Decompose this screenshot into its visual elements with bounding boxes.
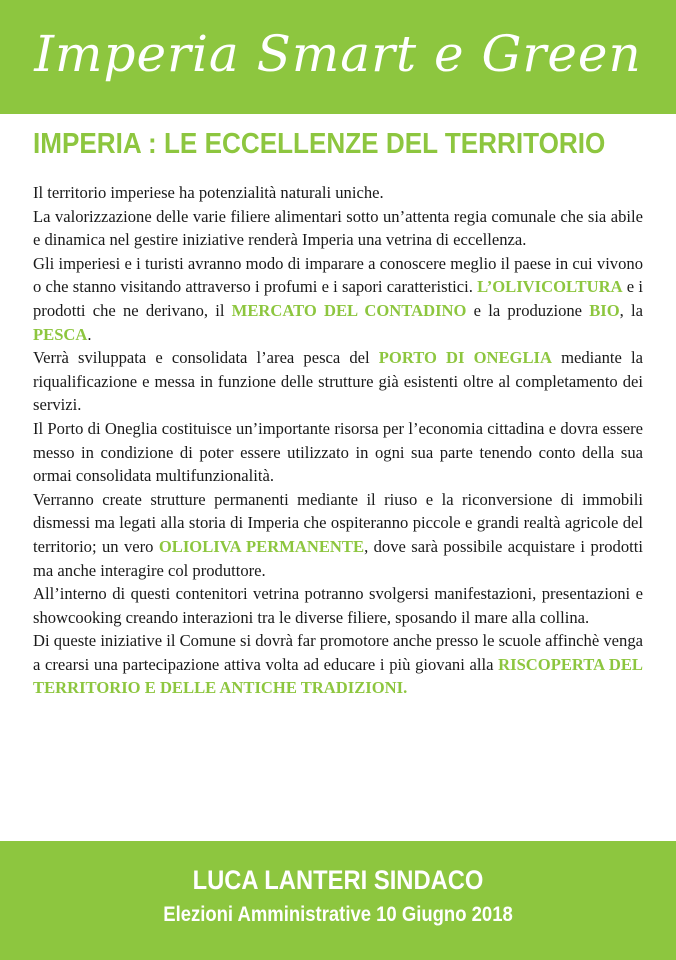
paragraph — [33, 205, 643, 252]
paragraph-text: mediante la riqualificazione e messa in funzione delle strutture già esistenti oltre al completamento dei servizi. — [33, 348, 643, 415]
highlight-pesca: PESCA — [33, 324, 88, 344]
highlight-bio: BIO — [589, 300, 620, 320]
election-date: Elezioni Amministrative 10 Giugno 2018 — [163, 903, 513, 926]
paragraph — [33, 629, 643, 700]
paragraph-text: Gli imperiesi e i turisti avranno modo di imparare a conoscere meglio il paese in cui vivono o che stanno visitando attraverso i profumi e i sapori caratteristici. — [33, 253, 643, 297]
highlight-riscoperta-territorio: RISCOPERTA DEL TERRITORIO E DELLE ANTICHE TRADIZIONI. — [33, 654, 643, 698]
paragraph-text: Il territorio imperiese ha potenzialità naturali uniche. — [33, 183, 384, 202]
header-banner — [0, 0, 676, 114]
paragraph — [33, 582, 643, 629]
campaign-title: Imperia Smart e Green — [34, 25, 642, 83]
paragraph-text: e la produzione — [466, 300, 590, 320]
paragraph-text: . — [87, 324, 92, 344]
candidate-name: LUCA LANTERI SINDACO — [192, 865, 484, 895]
paragraph-text: Il Porto di Oneglia costituisce un’importante risorsa per l’economia cittadina e dovra essere messo in condizione di poter essere utilizzato in ogni sua parte tenendo conto della sua ormai consolidata multifunzionalità. — [33, 418, 643, 486]
paragraph-text: e i prodotti che ne derivano, il — [33, 277, 643, 320]
paragraph-text: Verranno create strutture permanenti mediante il riuso e la riconversione di immobili dismessi ma legati alla storia di Imperia che ospiteranno piccole e grandi realtà agricole del territorio; un vero — [33, 489, 643, 556]
paragraph — [33, 417, 643, 488]
highlight-olioliva-permanente: OLIOLIVA PERMANENTE — [158, 536, 365, 556]
highlight-mercato-contadino: MERCATO DEL CONTADINO — [231, 300, 467, 320]
paragraph-text: La valorizzazione delle varie filiere alimentari sotto un’attenta regia comunale che sia abile e dinamica nel gestire iniziative renderà Imperia una vetrina di eccellenza. — [33, 206, 643, 250]
footer-banner — [0, 841, 676, 960]
paragraph-text: Verrà sviluppata e consolidata l’area pesca del — [33, 348, 379, 368]
paragraph-text: , dove sarà possibile acquistare i prodotti ma anche interagire col produttore. — [33, 536, 643, 580]
highlight-olivicoltura: L’OLIVICOLTURA — [477, 277, 623, 297]
paragraph — [33, 181, 643, 205]
paragraph-text: Di queste iniziative il Comune si dovrà far promotore anche presso le scuole affinchè venga a crearsi una partecipazione attiva volta ad educare i più giovani alla — [33, 631, 643, 674]
paragraph-text: All’interno di questi contenitori vetrina potranno svolgersi manifestazioni, presentazioni e showcooking creando interazioni tra le diverse filiere, sposando il mare alla collina. — [33, 584, 643, 627]
paragraph — [33, 488, 643, 582]
highlight-porto-oneglia: PORTO DI ONEGLIA — [378, 348, 552, 368]
body-text — [33, 181, 643, 700]
page-heading: IMPERIA : LE ECCELLENZE DEL TERRITORIO — [33, 128, 606, 160]
paragraph-text: , la — [619, 300, 643, 320]
paragraph — [33, 346, 643, 417]
paragraph — [33, 252, 643, 346]
